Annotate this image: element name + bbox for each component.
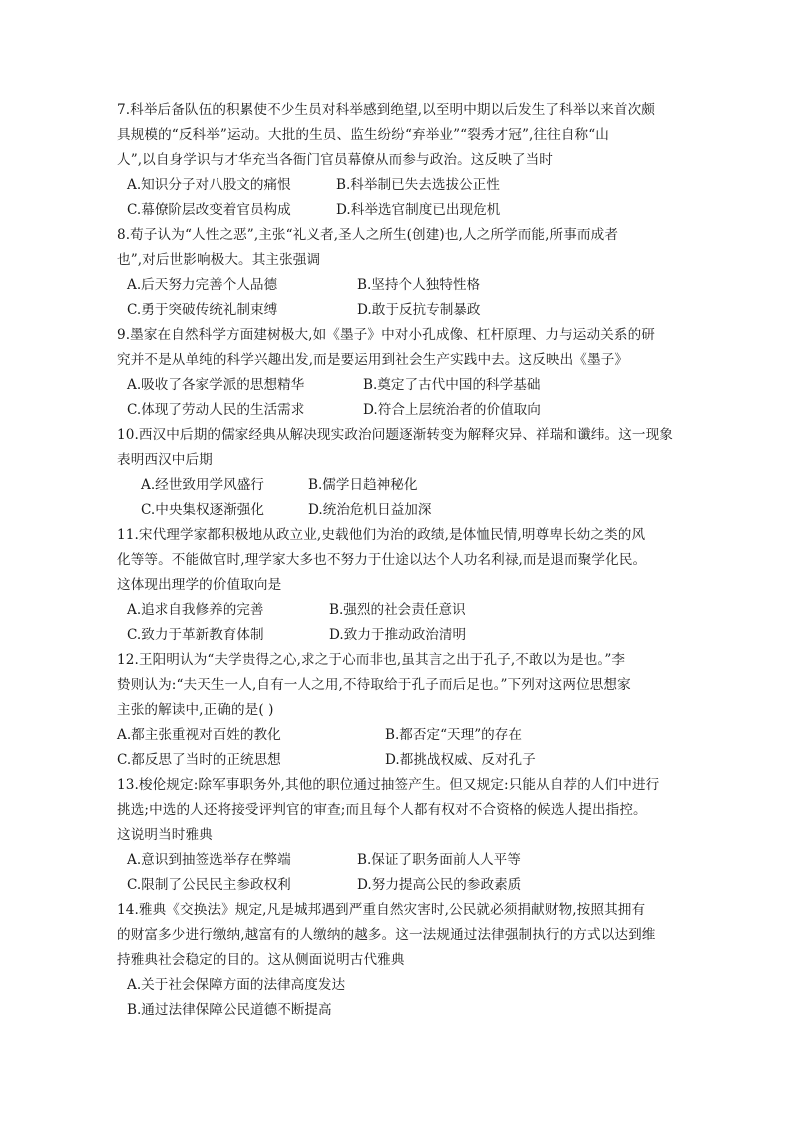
option-b: B.强烈的社会责任意识 bbox=[329, 602, 466, 618]
question-text-line: 具规模的“反科举”运动。大批的生员、监生纷纷“弃举业”“裂秀才冠”,往往自称“山 bbox=[117, 127, 609, 143]
question-text-line: 化等等。不能做官时,理学家大多也不努力于仕途以达个人功名利禄,而是退而聚学化民。 bbox=[117, 552, 647, 568]
option-c: C.都反思了当时的正统思想 bbox=[117, 752, 281, 768]
question-text-line: 这体现出理学的价值取向是 bbox=[117, 577, 282, 593]
option-d: D.致力于推动政治清明 bbox=[329, 627, 467, 643]
option-b: B.坚持个人独特性格 bbox=[357, 277, 481, 293]
option-b: B.科举制已失去选拔公正性 bbox=[336, 177, 500, 193]
question-text-line: 8.荀子认为“人性之恶”,主张“礼义者,圣人之所生(创建)也,人之所学而能,所事而成者 bbox=[117, 227, 619, 243]
option-c: C.中央集权逐渐强化 bbox=[141, 502, 264, 518]
question-text-line: 人”,以自身学识与才华充当各衙门官员幕僚从而参与政治。这反映了当时 bbox=[117, 152, 553, 168]
question-text-line: 10.西汉中后期的儒家经典从解决现实政治问题逐渐转变为解释灾异、祥瑞和谶纬。这一现象 bbox=[117, 427, 673, 443]
option-d: D.统治危机日益加深 bbox=[308, 502, 432, 518]
option-a: A.关于社会保障方面的法律高度发达 bbox=[127, 977, 346, 993]
option-b: B.儒学日趋神秘化 bbox=[308, 477, 418, 493]
question-text-line: 究并不是从单纯的科学兴趣出发,而是要运用到社会生产实践中去。这反映出《墨子》 bbox=[117, 352, 629, 368]
question-text-line: 挑选;中选的人还将接受评判官的审查;而且每个人都有权对不合资格的候选人提出指控。 bbox=[117, 802, 647, 818]
option-b: B.通过法律保障公民道德不断提高 bbox=[127, 1002, 332, 1018]
question-text-line: 11.宋代理学家都积极地从政立业,史载他们为治的政绩,是体恤民情,明尊卑长幼之类的风 bbox=[117, 527, 646, 543]
option-c: C.勇于突破传统礼制束缚 bbox=[127, 302, 278, 318]
option-a: A.后天努力完善个人品德 bbox=[127, 277, 278, 293]
question-text-line: 主张的解读中,正确的是( ) bbox=[117, 702, 274, 718]
question-text-line: 13.梭伦规定:除军事职务外,其他的职位通过抽签产生。但又规定:只能从自荐的人们中进行 bbox=[117, 777, 660, 793]
question-text-line: 这说明当时雅典 bbox=[117, 827, 213, 843]
question-text-line: 贽则认为:“夫天生一人,自有一人之用,不待取给于孔子而后足也。”下列对这两位思想家 bbox=[117, 677, 631, 693]
question-text-line: 14.雅典《交换法》规定,凡是城邦遇到严重自然灾害时,公民就必须捐献财物,按照其拥有 bbox=[117, 902, 646, 918]
option-b: B.奠定了古代中国的科学基础 bbox=[363, 377, 541, 393]
question-text-line: 表明西汉中后期 bbox=[117, 452, 213, 468]
option-d: D.符合上层统治者的价值取向 bbox=[363, 402, 541, 418]
option-c: C.体现了劳动人民的生活需求 bbox=[127, 402, 305, 418]
question-text-line: 也”,对后世影响极大。其主张强调 bbox=[117, 252, 321, 268]
option-d: D.敢于反抗专制暴政 bbox=[357, 302, 481, 318]
option-a: A.吸收了各家学派的思想精华 bbox=[127, 377, 305, 393]
option-a: A.都主张重视对百姓的教化 bbox=[117, 727, 281, 743]
option-a: A.意识到抽签选举存在弊端 bbox=[127, 852, 291, 868]
option-a: A.知识分子对八股文的痛恨 bbox=[127, 177, 291, 193]
option-b: B.都否定“天理”的存在 bbox=[385, 727, 522, 743]
option-b: B.保证了职务面前人人平等 bbox=[357, 852, 521, 868]
question-text-line: 9.墨家在自然科学方面建树极大,如《墨子》中对小孔成像、杠杆原理、力与运动关系的研 bbox=[117, 327, 655, 343]
question-text-line: 7.科举后备队伍的积累使不少生员对科举感到绝望,以至明中期以后发生了科举以来首次颇 bbox=[117, 102, 655, 118]
option-d: D.科举选官制度已出现危机 bbox=[336, 202, 501, 218]
option-d: D.努力提高公民的参政素质 bbox=[357, 877, 522, 893]
option-a: A.追求自我修养的完善 bbox=[127, 602, 264, 618]
option-c: C.致力于革新教育体制 bbox=[127, 627, 264, 643]
question-text-line: 的财富多少进行缴纳,越富有的人缴纳的越多。这一法规通过法律强制执行的方式以达到维 bbox=[117, 927, 656, 943]
question-text-line: 持雅典社会稳定的目的。这从侧面说明古代雅典 bbox=[117, 952, 405, 968]
option-c: C.限制了公民民主参政权利 bbox=[127, 877, 291, 893]
option-d: D.都挑战权威、反对孔子 bbox=[385, 752, 536, 768]
option-c: C.幕僚阶层改变着官员构成 bbox=[127, 202, 291, 218]
option-a: A.经世致用学风盛行 bbox=[141, 477, 264, 493]
question-text-line: 12.王阳明认为“夫学贵得之心,求之于心而非也,虽其言之出于孔子,不敢以为是也。”李 bbox=[117, 652, 626, 668]
